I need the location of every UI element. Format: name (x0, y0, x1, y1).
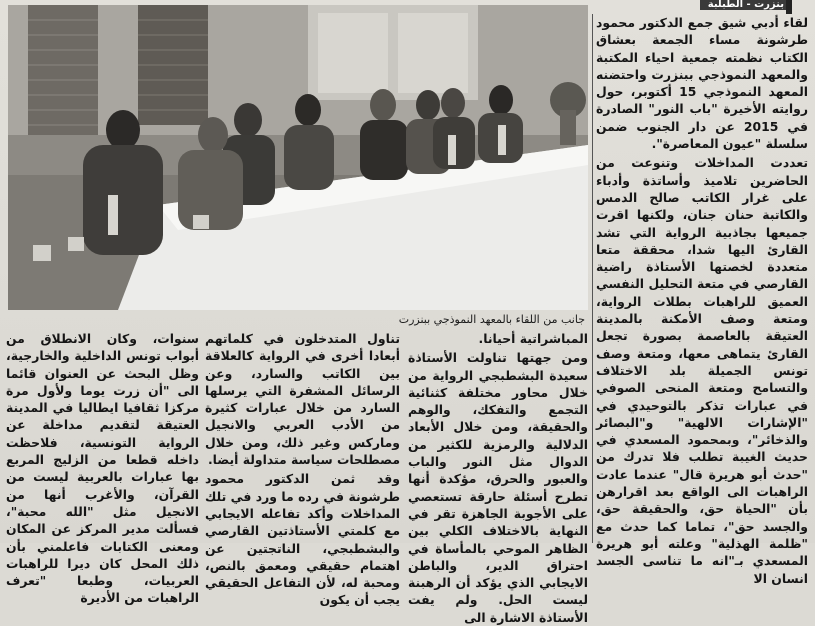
event-photo (8, 5, 588, 310)
section-header: بنزرت - الطبلبة (700, 0, 788, 10)
article-column-right (596, 14, 808, 586)
article-column-left (6, 330, 199, 606)
section-marker (786, 0, 792, 14)
paragraph: تناول المتدخلون في كلماتهم أبعادا أخرى في الرواية كالعلاقة بين الكاتب والسارد، وعن الرسائل المشفرة التي يرسلها السارد من خلال عبارات كثيرة من الأدب العربي والانجيل وماركس وغير ذلك، ومن خلال مصطلحات سياسة متداولة أيضا. (205, 331, 400, 468)
article-column-mid1 (408, 330, 588, 625)
paragraph: وقد ثمن الدكتور محمود طرشونة في رده ما ورد في تلك المداخلات وأكد تفاعله الايجابي مع كلمتي الأستاذتين القارصي والبشطبجي، الناتجتين عن اهتمام حقيقي ومعمق بالنص، ومحبة له، لأن التفاعل الحقيقي يجب أن يكون (205, 471, 400, 608)
paragraph: تعددت المداخلات وتنوعت من الحاضرين تلاميذ وأساتذة وأدباء على غرار الكاتب صالح الدمس والكاتبة حنان جنان، ولكنها اقرت جميعها بجاذبية الرواية التي تشد القارئ اليها شدا، محققة متعا متعددة لخصتها الأستاذة راضية القارصي في متعة التحليل النفسي العميق للراهبات بطلات الرواية، ومتعة وصف الأمكنة بالمدينة العتيقة بالعاصمة بصورة تجعل القارئ يتماهى معها، ومتعة وصف تونس الجميلة بلد الاختلاف والتسامح ومتعة المنحى الصوفي في عبارات تذكر بالتوحيدي في "الإشارات الالهية" و"البصائر والذخائر"، وبمحمود المسعدي في حديث الغيبة تطلب فلا تدرك من "حدث أبو هريرة قال" عندما عادت الراهبات الى الواقع بعد اقرارهن بأن "الحياة حق، والحقيقة حق، والجسد حق"، تماما كما حدث مع "ظلمة الهذلية" وعلته أبو هريرة المسعدي بـ"انه ما تناسى الجسد انسان الا (596, 155, 808, 586)
paragraph: لقاء أدبي شيق جمع الدكتور محمود طرشونة مساء الجمعة بعشاق الكتاب نظمته جمعية احياء المكتبة والمعهد النموذجي ببنزرت واحتضنه المعهد النموذجي 15 أكتوبر، حول روايته الأخيرة "باب النور" الصادرة في 2015 عن دار الجنوب ضمن سلسلة "عيون المعاصرة". (596, 15, 808, 152)
photo-illustration (8, 5, 588, 310)
photo-caption: جانب من اللقاء بالمعهد النموذجي ببنزرت (398, 313, 585, 326)
article-column-mid2 (205, 330, 400, 608)
paragraph: سنوات، وكان الانطلاق من أبواب تونس الداخلية والخارجية، وظل البحث عن العنوان قائما الى "أن زرت يوما ولأول مرة مركزا ثقافيا ايطاليا في المدينة العتيقة لتقديم مداخلة عن الرواية التونسية، فلاحظت داخله قطعا من الزليج المربع بها عبارات بالعربية ليست من القرآن، والأغرب أنها من الانجيل مثل "الله محبة"، فسألت مدير المركز عن المكان ومعنى الكتابات فاعلمني بأن ذلك المحل كان ديرا للراهبات العربيات، وطبعا "تعرف الراهبات من الأديرة (6, 331, 199, 606)
paragraph: ومن جهتها تناولت الأستاذة سعيدة البشطبجي الرواية من خلال محاور مختلفة كثنائية التجمع والتفكك، والوهم والحقيقة، ومن خلال الأبعاد الدلالية والرمزية للكثير من الدوال مثل النور والباب والعبور والحرق، مؤكدة أنها تطرح أسئلة حارقة تستعصي على الأجوبة الجاهزة تقر في النهاية بالاختلاف الكلي بين الظاهر الموحي بالمأساة في احتراق الدير، والباطن الايجابي الذي يؤكد أن الرهبنة ليست الحل. ولم يفت الأستاذة الاشارة الى (408, 350, 588, 625)
column-divider (592, 14, 593, 543)
paragraph: المباشراتية أحيانا. (478, 331, 588, 346)
